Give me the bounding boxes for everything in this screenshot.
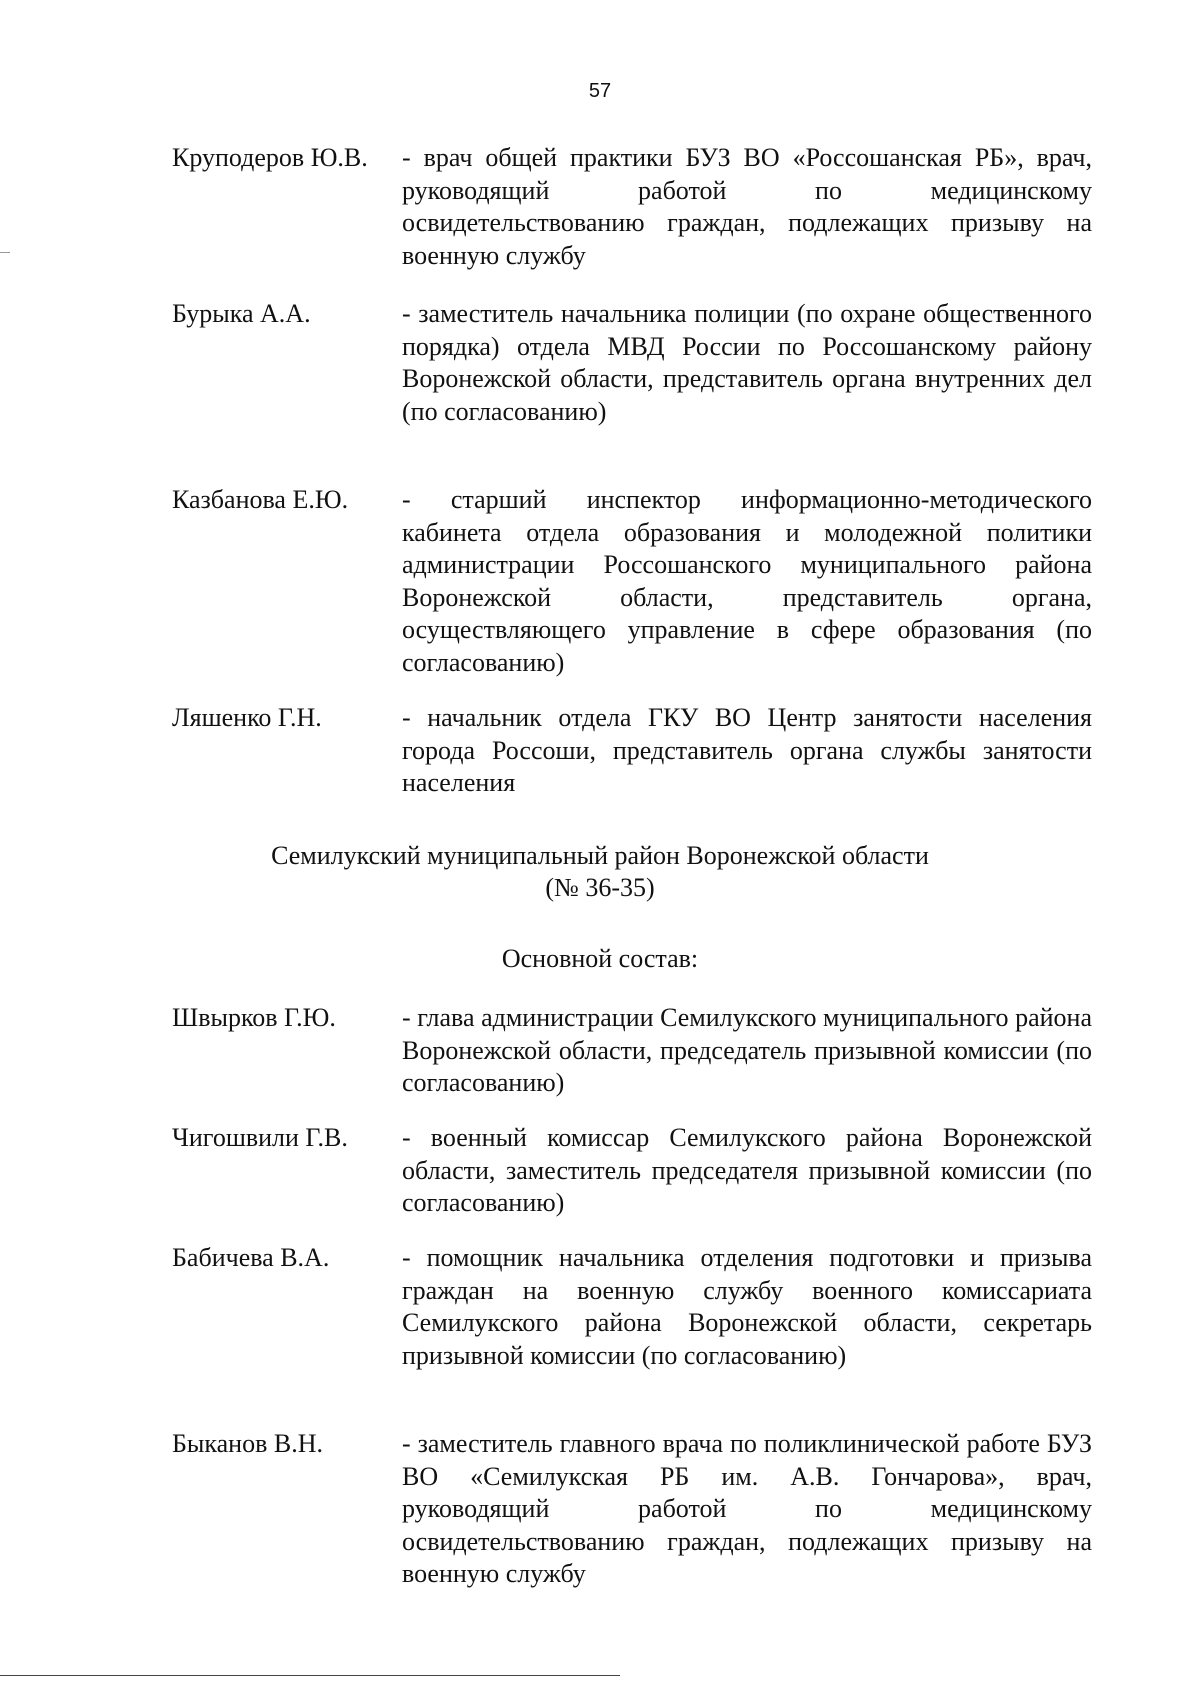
member-name: Бурыка А.А. xyxy=(172,299,311,328)
member-role: - врач общей практики БУЗ ВО «Россошанская РБ», врач, руководящий работой по медицинскому освидетельствованию граждан, подлежащих призыву на военную службу xyxy=(402,143,1092,270)
member-name: Казбанова Е.Ю. xyxy=(172,485,349,514)
member-name: Круподеров Ю.В. xyxy=(172,143,368,172)
section-title: Семилукский муниципальный район Воронежской области xyxy=(271,841,929,870)
page-number: 57 xyxy=(588,80,612,102)
member-name: Ляшенко Г.Н. xyxy=(172,703,322,732)
member-name: Бабичева В.А. xyxy=(172,1243,330,1272)
member-name: Швырков Г.Ю. xyxy=(172,1003,336,1032)
member-name: Чигошвили Г.В. xyxy=(172,1123,348,1152)
footer-rule xyxy=(0,1675,620,1676)
member-role: - военный комиссар Семилукского района Воронежской области, заместитель председателя призывной комиссии (по согласованию) xyxy=(402,1123,1092,1217)
section-code: (№ 36-35) xyxy=(545,873,655,902)
member-role: - заместитель начальника полиции (по охране общественного порядка) отдела МВД России по Россошанскому району Воронежской области, представитель органа внутренних дел (по согласованию) xyxy=(402,299,1092,426)
member-role: - старший инспектор информационно-методического кабинета отдела образования и молодежной политики администрации Россошанского муниципального района Воронежской области, представитель органа, осуществляющего управление в сфере образования (по согласованию) xyxy=(402,485,1092,677)
section-subtitle: Основной состав: xyxy=(501,944,699,973)
scan-margin-mark xyxy=(0,252,10,253)
member-role: - начальник отдела ГКУ ВО Центр занятости населения города Россоши, представитель органа службы занятости населения xyxy=(402,703,1092,797)
member-name: Быканов В.Н. xyxy=(172,1429,323,1458)
member-role: - помощник начальника отделения подготовки и призыва граждан на военную службу военного комиссариата Семилукского района Воронежской области, секретарь призывной комиссии (по согласованию) xyxy=(402,1243,1092,1370)
member-role: - заместитель главного врача по поликлинической работе БУЗ ВО «Семилукская РБ им. А.В. Гончарова», врач, руководящий работой по медицинскому освидетельствованию граждан, подлежащих призыву на военную службу xyxy=(402,1429,1092,1588)
member-role: - глава администрации Семилукского муниципального района Воронежской области, председатель призывной комиссии (по согласованию) xyxy=(402,1003,1092,1097)
